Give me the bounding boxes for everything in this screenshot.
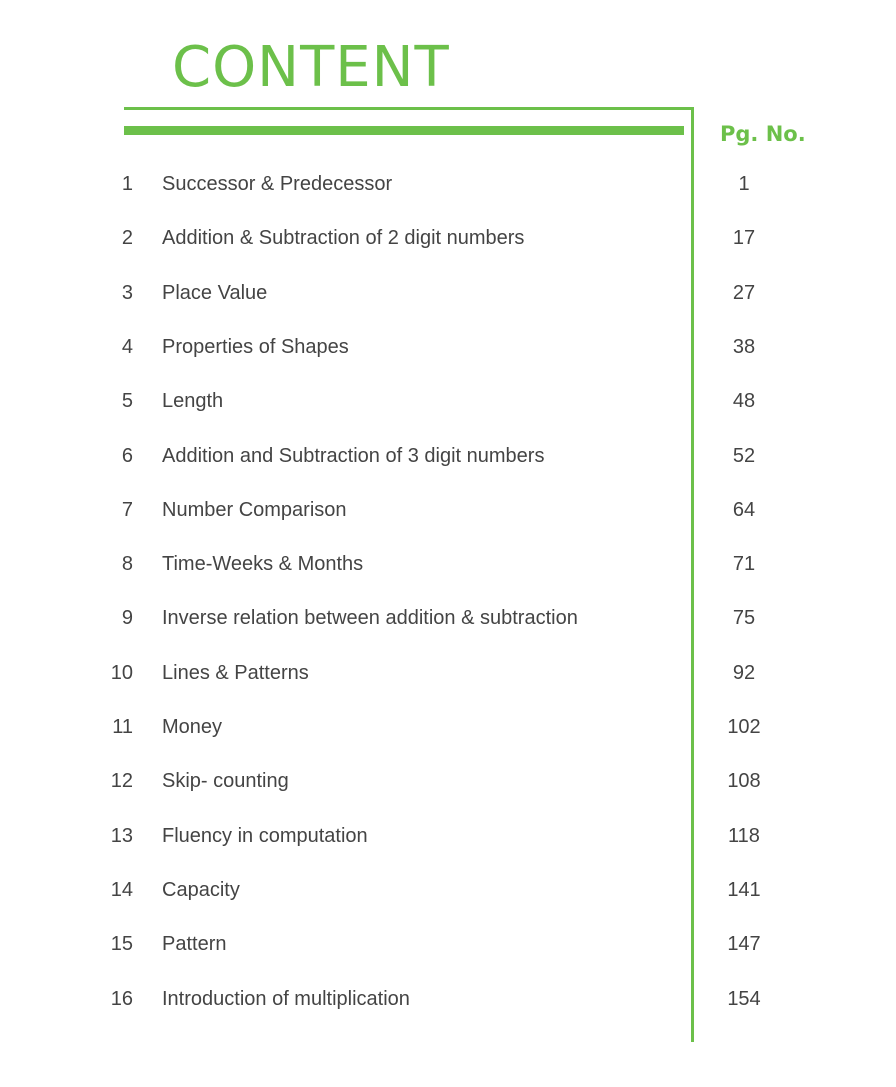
toc-row: [0, 390, 896, 420]
chapter-number: 1: [121, 173, 133, 195]
header-bar: [124, 126, 684, 135]
chapter-number: 3: [121, 281, 133, 304]
toc-row: [0, 445, 896, 475]
chapter-title: Lines & Patterns: [162, 661, 309, 684]
chapter-page-number: 118: [728, 824, 760, 847]
chapter-number: 4: [121, 335, 133, 358]
toc-row: [0, 173, 896, 203]
chapter-title: Money: [162, 716, 223, 738]
chapter-page-number: 64: [732, 498, 756, 521]
page-number-header: Pg. No.: [720, 122, 806, 146]
chapter-title: Addition & Subtraction of 2 digit numbers: [162, 227, 525, 250]
chapter-number: 13: [110, 824, 133, 847]
top-rule: [124, 107, 694, 110]
toc-row: [0, 607, 896, 637]
chapter-number: 16: [110, 987, 133, 1010]
chapter-title: Skip- counting: [162, 770, 289, 793]
chapter-title: Capacity: [162, 878, 240, 901]
chapter-title: Addition and Subtraction of 3 digit numbers: [162, 444, 545, 467]
chapter-page-number: 141: [727, 878, 761, 901]
chapter-number: 7: [121, 498, 133, 521]
toc-row: [0, 879, 896, 909]
chapter-title: Pattern: [162, 933, 227, 956]
chapter-number: 11: [112, 716, 133, 738]
chapter-page-number: 71: [732, 553, 756, 576]
toc-row: [0, 282, 896, 312]
chapter-number: 8: [121, 553, 133, 576]
toc-row: [0, 227, 896, 257]
chapter-page-number: 75: [732, 607, 756, 630]
chapter-page-number: 52: [732, 444, 756, 467]
chapter-title: Length: [162, 390, 224, 413]
chapter-number: 5: [121, 390, 133, 413]
chapter-title: Number Comparison: [162, 498, 347, 521]
chapter-title: Introduction of multiplication: [162, 987, 410, 1010]
chapter-title: Time-Weeks & Months: [162, 553, 364, 576]
chapter-number: 6: [121, 444, 133, 467]
toc-row: [0, 499, 896, 529]
chapter-title: Fluency in computation: [162, 824, 368, 847]
chapter-number: 15: [110, 933, 133, 956]
chapter-page-number: 38: [732, 335, 756, 358]
toc-row: [0, 933, 896, 963]
toc-row: [0, 336, 896, 366]
chapter-page-number: 92: [732, 661, 756, 684]
toc-row: [0, 988, 896, 1018]
chapter-title: Properties of Shapes: [162, 335, 349, 358]
chapter-number: 12: [110, 770, 133, 793]
chapter-page-number: 27: [732, 281, 756, 304]
chapter-page-number: 102: [727, 716, 761, 738]
chapter-title: Successor & Predecessor: [162, 173, 393, 195]
chapter-number: 2: [121, 227, 133, 250]
chapter-number: 10: [110, 661, 133, 684]
chapter-number: 14: [110, 878, 133, 901]
toc-row: [0, 553, 896, 583]
chapter-page-number: 108: [727, 770, 761, 793]
toc-row: [0, 825, 896, 855]
chapter-page-number: 147: [727, 933, 761, 956]
page-title: CONTENT: [172, 35, 450, 100]
chapter-page-number: 17: [732, 227, 756, 250]
toc-row: [0, 716, 896, 746]
chapter-page-number: 154: [727, 987, 761, 1010]
chapter-title: Inverse relation between addition & subtraction: [162, 607, 578, 630]
toc-row: [0, 662, 896, 692]
chapter-title: Place Value: [162, 281, 268, 304]
chapter-page-number: 48: [732, 390, 756, 413]
toc-row: [0, 770, 896, 800]
chapter-number: 9: [121, 607, 133, 630]
chapter-page-number: 1: [738, 173, 750, 195]
